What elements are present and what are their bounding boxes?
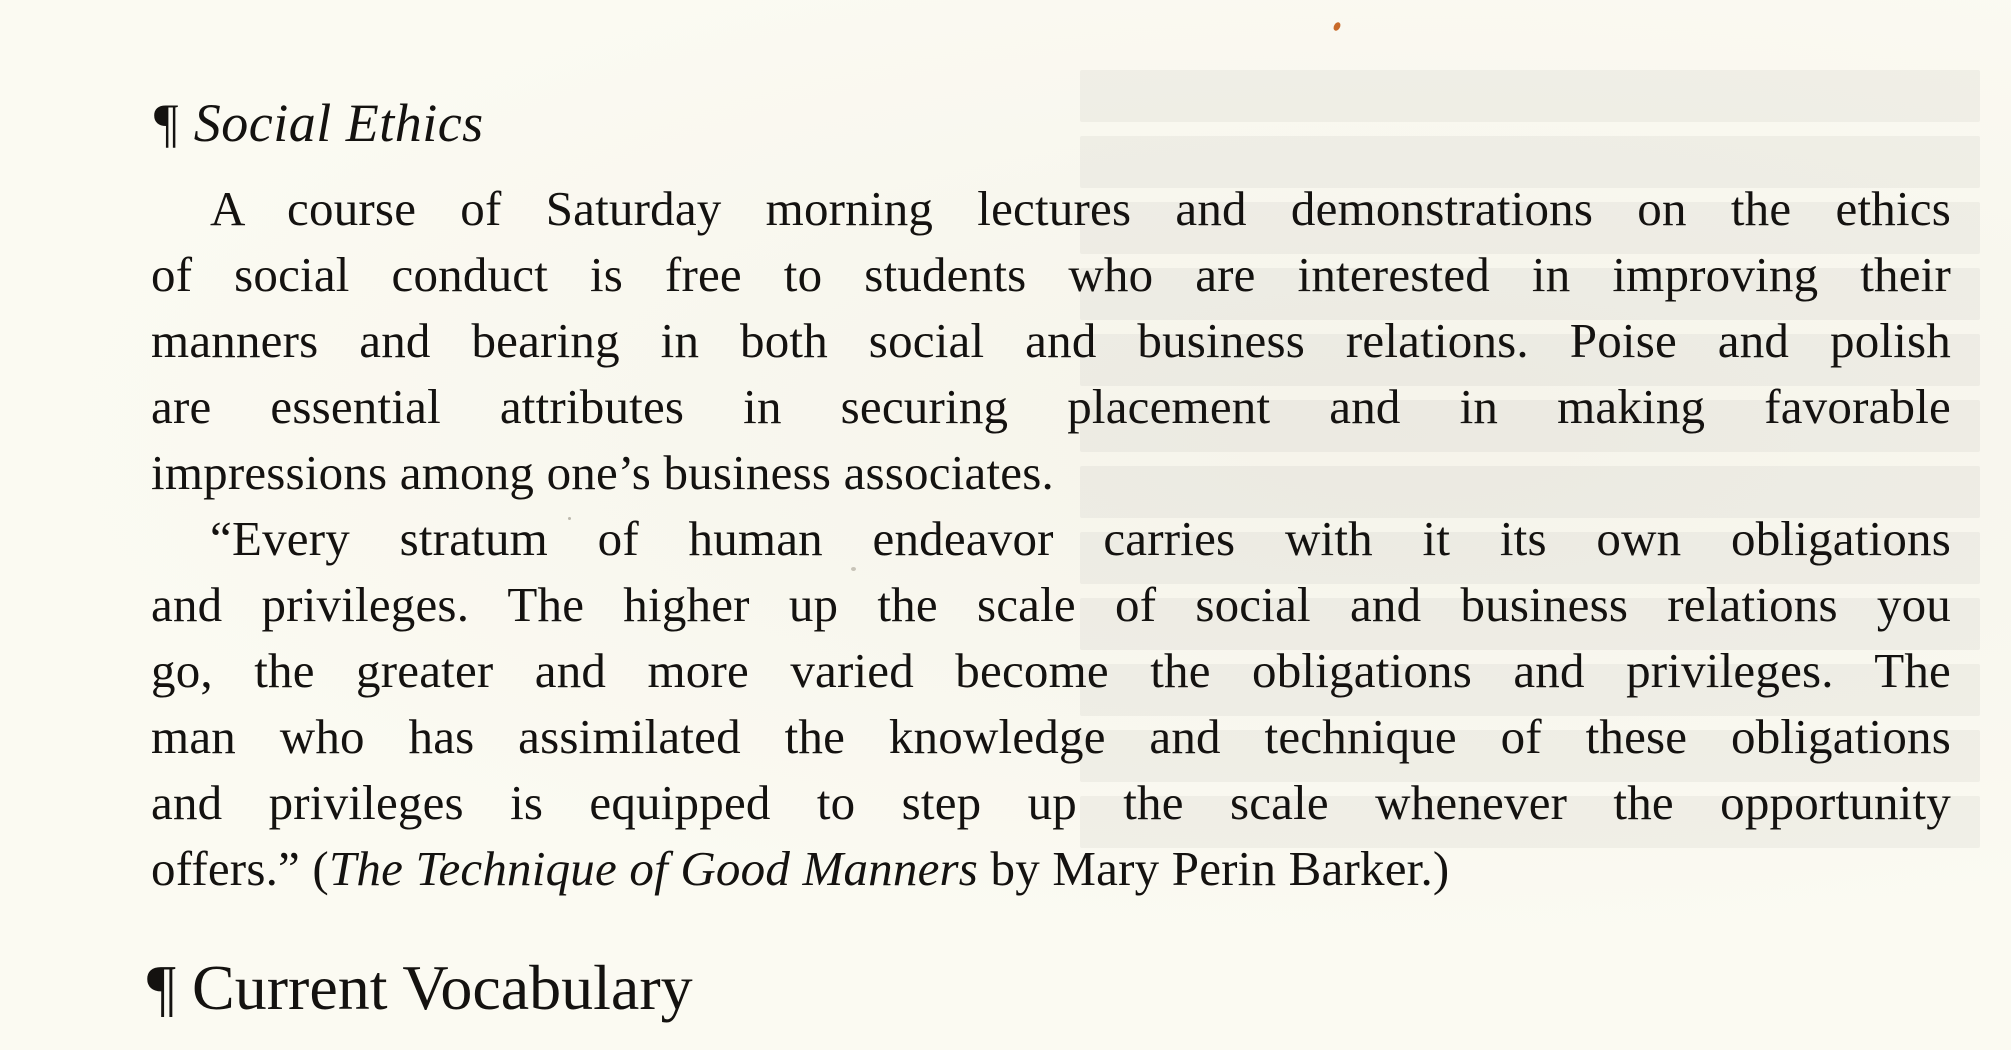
paragraph-2-line-6 <box>151 836 1951 902</box>
paragraph-1-line-5: impressions among one’s business associates. <box>151 445 1054 500</box>
paragraph-2-line-4: man who has assimilated the knowledge and technique of these obligations <box>151 709 1951 764</box>
next-section-heading <box>147 948 693 1050</box>
paragraph-2-line-1: “Every stratum of human endeavor carries with it its own obligations <box>210 511 1951 566</box>
citation-lead: offers.” ( <box>151 841 329 896</box>
paragraph-1-line-1: A course of Saturday morning lectures and demonstrations on the ethics <box>210 181 1951 236</box>
ink-speck <box>1332 21 1342 32</box>
paragraph-2-line-5: and privileges is equipped to step up the scale whenever the opportunity <box>151 775 1951 830</box>
paragraph-2-line-2: and privileges. The higher up the scale of social and business relations you <box>151 577 1951 632</box>
next-heading-fragment: ¶ Current Vocabulary <box>147 952 693 1023</box>
citation-title: The Technique of Good Manners <box>328 841 979 896</box>
section-heading: ¶ Social Ethics <box>151 93 484 153</box>
citation-author: by Mary Perin Barker.) <box>978 841 1450 896</box>
paragraph-1-line-3: manners and bearing in both social and business relations. Poise and polish <box>151 313 1951 368</box>
paragraph-2-line-3: go, the greater and more varied become the obligations and privileges. The <box>151 643 1951 698</box>
paragraph-1-line-2: of social conduct is free to students who are interested in improving their <box>151 247 1951 302</box>
paragraph-1-line-4: are essential attributes in securing placement and in making favorable <box>151 379 1951 434</box>
